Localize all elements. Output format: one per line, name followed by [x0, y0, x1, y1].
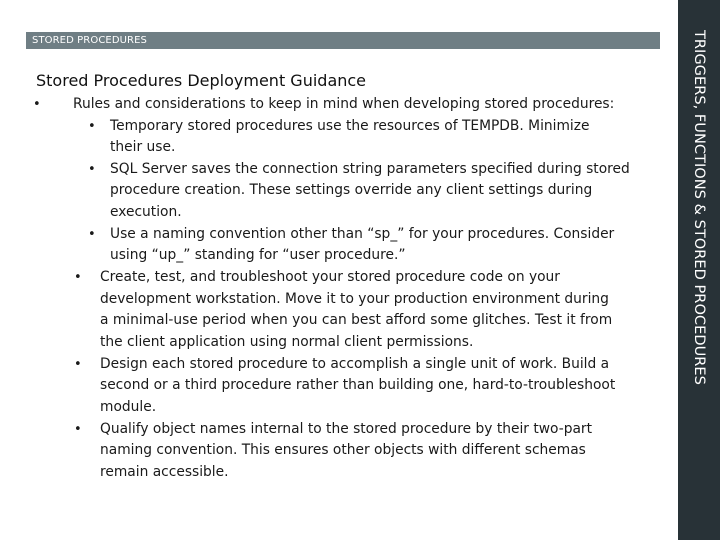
- bullet-text: Rules and considerations to keep in mind when developing stored procedures:: [73, 96, 615, 112]
- bullet-text: Qualify object names internal to the stored procedure by their two-part: [100, 421, 593, 437]
- bullet-text-continued: remain accessible.: [100, 464, 229, 480]
- bullet-text-continued: their use.: [110, 139, 176, 155]
- side-title: TRIGGERS, FUNCTIONS & STORED PROCEDURES: [691, 30, 708, 385]
- bullet-marker: •: [33, 97, 41, 112]
- section-header-label: STORED PROCEDURES: [32, 35, 147, 46]
- bullet-marker: •: [88, 227, 96, 242]
- bullet-marker: •: [74, 270, 82, 285]
- bullet-text: Design each stored procedure to accomplish a single unit of work. Build a: [100, 356, 610, 372]
- bullet-marker: •: [88, 119, 96, 134]
- bullet-text: SQL Server saves the connection string parameters specified during stored: [110, 161, 630, 177]
- bullet-text-continued: development workstation. Move it to your production environment during: [100, 291, 609, 307]
- bullet-text-continued: the client application using normal client permissions.: [100, 334, 474, 350]
- bullet-marker: •: [74, 422, 82, 437]
- bullet-marker: •: [88, 162, 96, 177]
- bullet-text: Create, test, and troubleshoot your stored procedure code on your: [100, 269, 560, 285]
- section-header-bar: [26, 32, 660, 49]
- bullet-text: Use a naming convention other than “sp_” for your procedures. Consider: [110, 226, 615, 242]
- bullet-text-continued: a minimal-use period when you can best afford some glitches. Test it from: [100, 312, 613, 328]
- bullet-marker: •: [74, 357, 82, 372]
- slide-title: Stored Procedures Deployment Guidance: [36, 71, 367, 90]
- bullet-text-continued: using “up_” standing for “user procedure.”: [110, 247, 406, 263]
- bullet-text-continued: module.: [100, 399, 157, 415]
- bullet-text-continued: second or a third procedure rather than building one, hard-to-troubleshoot: [100, 377, 616, 393]
- bullet-text: Temporary stored procedures use the resources of TEMPDB. Minimize: [110, 118, 590, 134]
- bullet-text-continued: execution.: [110, 204, 182, 220]
- bullet-text-continued: procedure creation. These settings override any client settings during: [110, 182, 593, 198]
- bullet-text-continued: naming convention. This ensures other objects with different schemas: [100, 442, 586, 458]
